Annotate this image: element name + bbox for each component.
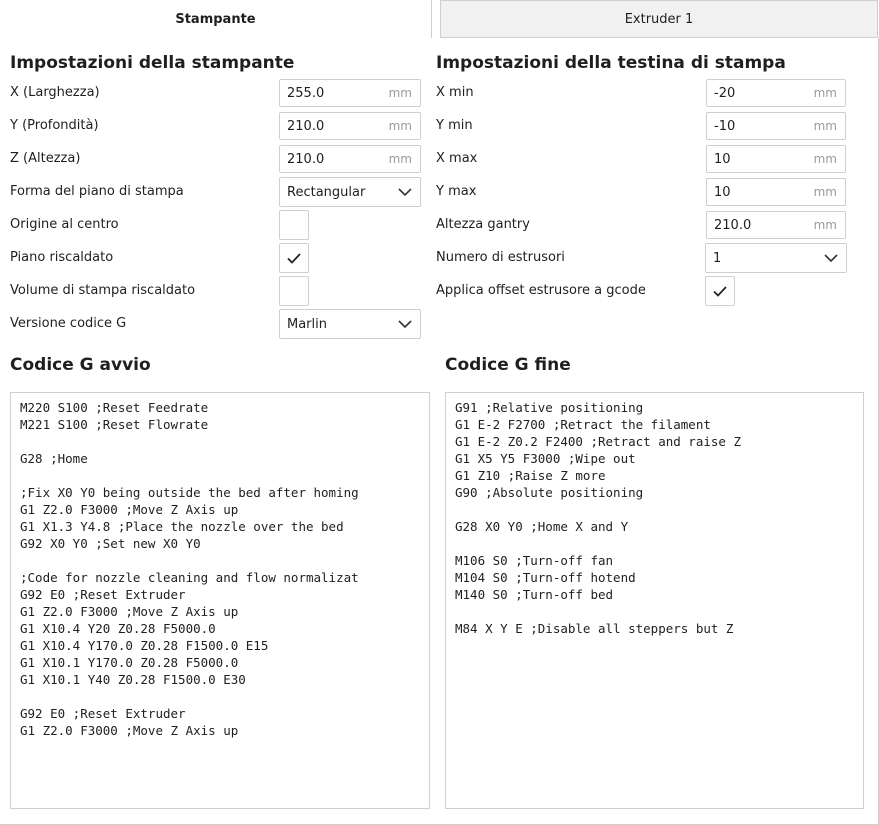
check-icon xyxy=(713,286,727,297)
y-depth-field[interactable] xyxy=(279,112,421,140)
code-line: G1 X10.4 Y170.0 Z0.28 F1500.0 E15 xyxy=(20,638,269,653)
code-line: M221 S100 ;Reset Flowrate xyxy=(20,417,209,432)
y-max-field[interactable] xyxy=(706,178,846,206)
code-line: G1 E-2 Z0.2 F2400 ;Retract and raise Z xyxy=(455,434,741,449)
check-icon xyxy=(287,253,301,264)
heated-volume-label: Volume di stampa riscaldato xyxy=(10,283,196,298)
heated-bed-checkbox[interactable] xyxy=(279,243,309,273)
code-line: G91 ;Relative positioning xyxy=(455,400,644,415)
code-line: G1 E-2 F2700 ;Retract the filament xyxy=(455,417,711,432)
code-line: G1 X10.4 Y20 Z0.28 F5000.0 xyxy=(20,621,216,636)
gantry-height-label: Altezza gantry xyxy=(436,217,530,232)
printer-settings-title: Impostazioni della stampante xyxy=(10,53,295,73)
code-line xyxy=(455,535,854,552)
x-width-unit: mm xyxy=(388,86,412,100)
code-line xyxy=(20,552,420,569)
gantry-height-input[interactable] xyxy=(707,218,814,233)
code-line: G1 X10.1 Y40 Z0.28 F1500.0 E30 xyxy=(20,672,246,687)
printhead-settings-title: Impostazioni della testina di stampa xyxy=(436,53,786,73)
x-min-unit: mm xyxy=(813,86,837,100)
end-gcode-editor[interactable] xyxy=(445,392,864,809)
origin-center-label: Origine al centro xyxy=(10,217,119,232)
y-max-unit: mm xyxy=(813,185,837,199)
code-line: M140 S0 ;Turn-off bed xyxy=(455,587,614,602)
gcode-flavor-label: Versione codice G xyxy=(10,316,127,331)
x-max-field[interactable] xyxy=(706,145,846,173)
extruder-offset-checkbox[interactable] xyxy=(705,276,735,306)
extruder-count-select[interactable] xyxy=(705,243,847,273)
x-min-field[interactable] xyxy=(706,79,846,107)
bed-shape-label: Forma del piano di stampa xyxy=(10,184,184,199)
x-width-input[interactable] xyxy=(280,86,389,101)
y-depth-input[interactable] xyxy=(280,119,389,134)
z-height-field[interactable] xyxy=(279,145,421,173)
code-line xyxy=(20,467,420,484)
x-width-label: X (Larghezza) xyxy=(10,85,100,100)
code-line: ;Fix X0 Y0 being outside the bed after homing xyxy=(20,485,359,500)
x-max-label: X max xyxy=(436,151,478,166)
code-line: M106 S0 ;Turn-off fan xyxy=(455,553,614,568)
code-line: ;Code for nozzle cleaning and flow normalizat xyxy=(20,570,359,585)
code-line: G1 X10.1 Y170.0 Z0.28 F5000.0 xyxy=(20,655,239,670)
tab-extruder-1[interactable]: Extruder 1 xyxy=(440,0,878,38)
code-line xyxy=(455,501,854,518)
code-line xyxy=(20,433,420,450)
y-depth-unit: mm xyxy=(388,119,412,133)
y-min-label: Y min xyxy=(436,118,473,133)
gantry-height-field[interactable] xyxy=(706,211,846,239)
extruder-count-value: 1 xyxy=(713,250,722,266)
gcode-flavor-value: Marlin xyxy=(287,316,327,332)
x-min-input[interactable] xyxy=(707,86,814,101)
bed-shape-value: Rectangular xyxy=(287,184,366,200)
x-width-field[interactable] xyxy=(279,79,421,107)
tab-printer[interactable]: Stampante xyxy=(0,0,432,38)
code-line: G1 Z2.0 F3000 ;Move Z Axis up xyxy=(20,604,239,619)
code-line: G28 ;Home xyxy=(20,451,88,466)
chevron-down-icon xyxy=(398,188,412,197)
extruder-count-label: Numero di estrusori xyxy=(436,250,565,265)
z-height-input[interactable] xyxy=(280,152,389,167)
code-line: G90 ;Absolute positioning xyxy=(455,485,644,500)
code-line: G1 X1.3 Y4.8 ;Place the nozzle over the bed xyxy=(20,519,344,534)
y-min-input[interactable] xyxy=(707,119,814,134)
heated-volume-checkbox[interactable] xyxy=(279,276,309,306)
code-line: G1 X5 Y5 F3000 ;Wipe out xyxy=(455,451,636,466)
code-line: M220 S100 ;Reset Feedrate xyxy=(20,400,209,415)
bed-shape-select[interactable] xyxy=(279,177,421,207)
code-line: G1 Z2.0 F3000 ;Move Z Axis up xyxy=(20,723,239,738)
start-gcode-editor[interactable] xyxy=(10,392,430,809)
code-line xyxy=(20,688,420,705)
chevron-down-icon xyxy=(398,320,412,329)
code-line: M84 X Y E ;Disable all steppers but Z xyxy=(455,621,734,636)
z-height-label: Z (Altezza) xyxy=(10,151,81,166)
y-min-unit: mm xyxy=(813,119,837,133)
start-gcode-title: Codice G avvio xyxy=(10,355,151,375)
x-min-label: X min xyxy=(436,85,474,100)
x-max-input[interactable] xyxy=(707,152,814,167)
code-line: G92 X0 Y0 ;Set new X0 Y0 xyxy=(20,536,201,551)
code-line: G1 Z10 ;Raise Z more xyxy=(455,468,606,483)
origin-center-checkbox[interactable] xyxy=(279,210,309,240)
code-line: G92 E0 ;Reset Extruder xyxy=(20,706,186,721)
code-line: M104 S0 ;Turn-off hotend xyxy=(455,570,636,585)
y-depth-label: Y (Profondità) xyxy=(10,118,99,133)
z-height-unit: mm xyxy=(388,152,412,166)
x-max-unit: mm xyxy=(813,152,837,166)
code-line: G28 X0 Y0 ;Home X and Y xyxy=(455,519,629,534)
code-line xyxy=(455,603,854,620)
code-line: G1 Z2.0 F3000 ;Move Z Axis up xyxy=(20,502,239,517)
y-max-input[interactable] xyxy=(707,185,814,200)
heated-bed-label: Piano riscaldato xyxy=(10,250,114,265)
end-gcode-title: Codice G fine xyxy=(445,355,571,375)
code-line: G92 E0 ;Reset Extruder xyxy=(20,587,186,602)
y-min-field[interactable] xyxy=(706,112,846,140)
chevron-down-icon xyxy=(824,254,838,263)
tab-bar xyxy=(0,0,879,38)
extruder-offset-label: Applica offset estrusore a gcode xyxy=(436,283,646,298)
y-max-label: Y max xyxy=(436,184,477,199)
gantry-height-unit: mm xyxy=(813,218,837,232)
settings-panel xyxy=(0,38,879,825)
gcode-flavor-select[interactable] xyxy=(279,309,421,339)
